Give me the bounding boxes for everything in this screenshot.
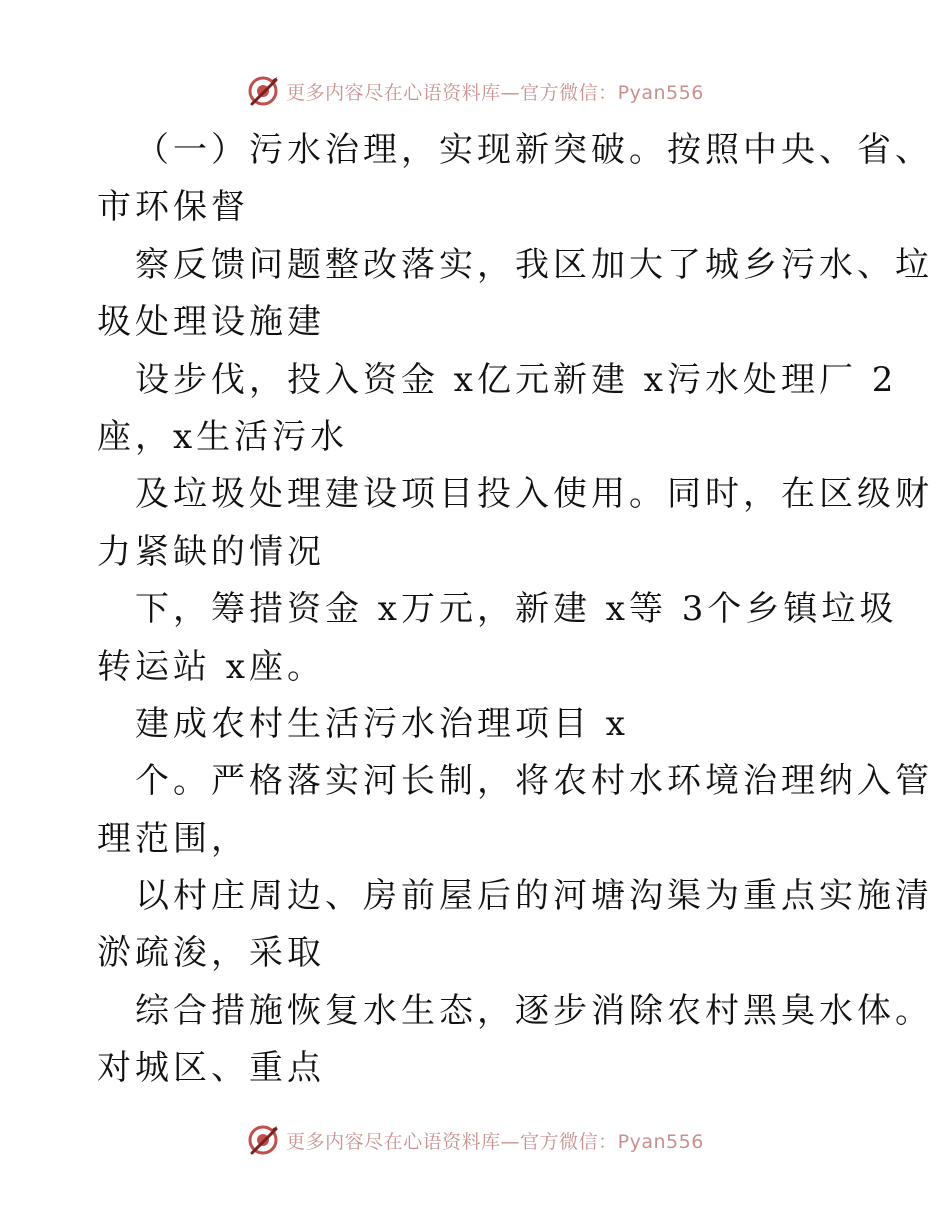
text-line: 对城区、重点 bbox=[97, 1048, 325, 1089]
text-line: 淤疏浚，采取 bbox=[97, 933, 325, 974]
text-line: 以村庄周边、房前屋后的河塘沟渠为重点实施清 bbox=[135, 876, 933, 917]
footer-watermark bbox=[0, 1120, 950, 1160]
text-line: 察反馈问题整改落实，我区加大了城乡污水、垃 bbox=[135, 244, 933, 285]
document-body bbox=[97, 122, 933, 1098]
text-line: 圾处理设施建 bbox=[97, 302, 325, 343]
text-line: 理范围， bbox=[97, 818, 249, 859]
pen-logo-icon bbox=[246, 74, 280, 108]
watermark-text: 更多内容尽在心语资料库—官方微信：Pyan556 bbox=[286, 81, 704, 104]
text-line: 转运站 x座。 bbox=[97, 646, 325, 687]
watermark-text: 更多内容尽在心语资料库—官方微信：Pyan556 bbox=[286, 1130, 704, 1153]
text-line: （一）污水治理，实现新突破。按照中央、省、 bbox=[135, 130, 933, 170]
text-line: 建成农村生活污水治理项目 x bbox=[135, 703, 629, 744]
text-line: 市环保督 bbox=[97, 187, 249, 228]
header-watermark bbox=[0, 71, 950, 111]
text-line: 座，x生活污水 bbox=[97, 416, 349, 457]
text-line: 设步伐，投入资金 x亿元新建 x污水处理厂 2 bbox=[135, 359, 898, 400]
pen-logo-icon bbox=[246, 1123, 280, 1157]
text-line: 综合措施恢复水生态，逐步消除农村黑臭水体。 bbox=[135, 990, 933, 1031]
text-line: 力紧缺的情况 bbox=[97, 531, 325, 572]
text-line: 及垃圾处理建设项目投入使用。同时，在区级财 bbox=[135, 474, 933, 515]
text-line: 下，筹措资金 x万元，新建 x等 3个乡镇垃圾 bbox=[135, 589, 898, 630]
text-line: 个。严格落实河长制，将农村水环境治理纳入管 bbox=[135, 761, 933, 802]
